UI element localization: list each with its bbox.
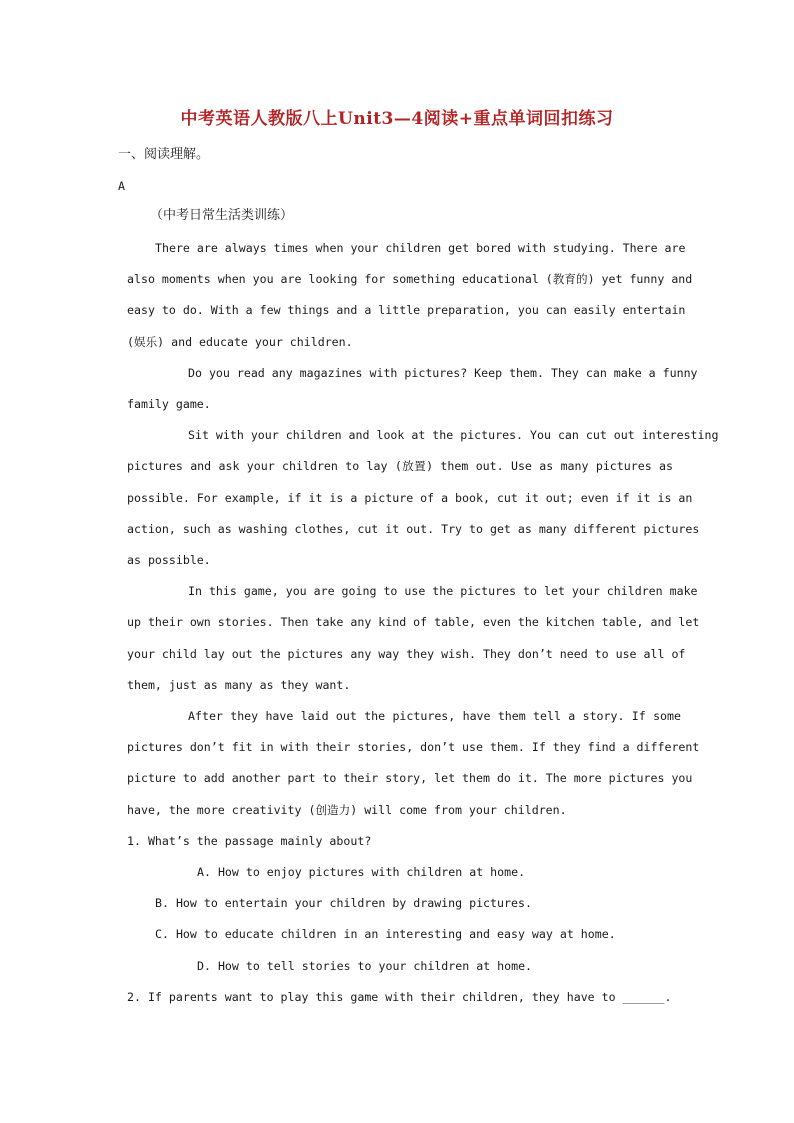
passage-line: In this game, you are going to use the pictures to let your children make (188, 584, 698, 598)
passage-line: After they have laid out the pictures, have them tell a story. If some (188, 709, 681, 723)
passage-line: have, the more creativity (创造力) will come from your children. (127, 803, 567, 817)
passage-line: Do you read any magazines with pictures? Keep them. They can make a funny (188, 366, 698, 380)
question-stem: 2. If parents want to play this game with their children, they have to ______. (127, 990, 672, 1004)
passage-line: them, just as many as they want. (127, 678, 351, 692)
passage-line: pictures don’t fit in with their stories, don’t use them. If they find a different (127, 740, 700, 754)
passage-line: (娱乐) and educate your children. (127, 335, 353, 349)
passage-line: family game. (127, 397, 211, 411)
passage-line: easy to do. With a few things and a little preparation, you can easily entertain (127, 303, 686, 317)
passage-label: A (118, 179, 125, 193)
passage-line: pictures and ask your children to lay (放置) them out. Use as many pictures as (127, 459, 673, 473)
section-heading: 一、阅读理解。 (118, 147, 210, 162)
question-option: B. How to entertain your children by drawing pictures. (155, 896, 532, 910)
passage-line: up their own stories. Then take any kind of table, even the kitchen table, and let (127, 615, 700, 629)
passage-line: also moments when you are looking for something educational (教育的) yet funny and (127, 272, 693, 286)
question-option: C. How to educate children in an interesting and easy way at home. (155, 927, 616, 941)
document-title: 中考英语人教版八上Unit3—4阅读+重点单词回扣练习 (180, 109, 614, 129)
passage-line: There are always times when your children get bored with studying. There are (155, 241, 686, 255)
question-stem: 1. What’s the passage mainly about? (127, 834, 372, 848)
passage-line: as possible. (127, 553, 211, 567)
passage-line: possible. For example, if it is a picture of a book, cut it out; even if it is an (127, 491, 693, 505)
passage-category: （中考日常生活类训练） (150, 208, 294, 223)
question-option: A. How to enjoy pictures with children at home. (197, 865, 526, 879)
passage-line: Sit with your children and look at the pictures. You can cut out interesting (188, 428, 719, 442)
question-option: D. How to tell stories to your children at home. (197, 959, 533, 973)
passage-line: action, such as washing clothes, cut it out. Try to get as many different pictures (127, 522, 700, 536)
passage-line: your child lay out the pictures any way they wish. They don’t need to use all of (127, 647, 686, 661)
passage-line: picture to add another part to their story, let them do it. The more pictures you (127, 771, 693, 785)
